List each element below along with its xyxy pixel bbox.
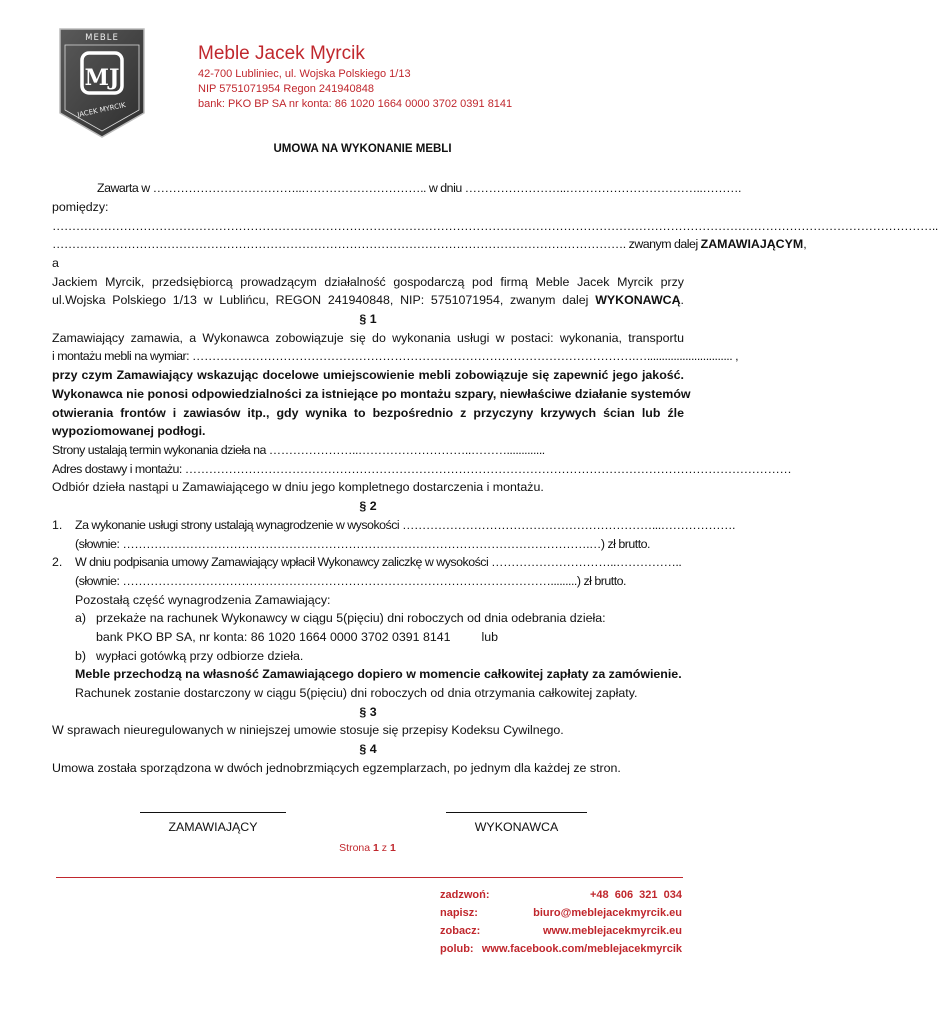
section-1-heading: § 1 xyxy=(359,312,377,326)
section-2-heading: § 2 xyxy=(359,499,377,513)
company-address: 42-700 Lubliniec, ul. Wojska Polskiego 1/13 xyxy=(198,68,411,80)
and-label: a xyxy=(52,256,59,270)
contractor-signature-line xyxy=(446,812,587,813)
logo-bottom-text: JACEK MYRCIK xyxy=(76,101,127,120)
company-logo xyxy=(58,27,146,139)
contractor-line-2: ul.Wojska Polskiego 1/13 w Lublińcu, REGON 241940848, NIP: 5751071954, zwanym dalej WYKONAWCĄ. xyxy=(52,293,684,307)
client-definition: ………………………………………………………………………………………………………………………………. zwanym dalej ZAMAWIAJĄCYM, xyxy=(52,237,807,251)
logo-top-text: MEBLE xyxy=(85,33,119,43)
item-2-number: 2. xyxy=(52,555,63,569)
item-1-number: 1. xyxy=(52,518,63,532)
s1-bold-2: Wykonawca nie ponosi odpowiedzialności za istniejące po montażu szpary, niewłaściwe działanie systemów xyxy=(52,387,691,401)
contact-phone-label: zadzwoń: xyxy=(440,889,490,901)
deadline-line: Strony ustalają termin wykonania dzieła na …………………..………………………..………............. xyxy=(52,443,545,457)
contact-facebook-link[interactable]: www.facebook.com/meblejacekmyrcik xyxy=(481,943,682,955)
s1-bold-1: przy czym Zamawiający wskazując docelowe umiejscowienie mebli zobowiązuje się zapewnić jego jakość. xyxy=(52,368,684,382)
s1-bold-4: wypoziomowanej podłogi. xyxy=(52,424,206,438)
option-b-text: wypłaci gotówką przy odbiorze dzieła. xyxy=(96,649,304,663)
between-label: pomiędzy: xyxy=(52,200,109,214)
contact-email-link[interactable]: biuro@meblejacekmyrcik.eu xyxy=(533,907,682,919)
contractor-signature-label: WYKONAWCA xyxy=(474,820,559,834)
client-name-blank: …………………………………………………………………………………………………………………………………………………………………………………………………….. xyxy=(52,219,938,233)
option-a-bank: bank PKO BP SA, nr konta: 86 1020 1664 0000 3702 0391 8141 lub xyxy=(96,630,499,644)
section-4-heading: § 4 xyxy=(359,742,377,756)
contact-phone-value[interactable]: +48 606 321 034 xyxy=(589,889,682,901)
client-signature-label: ZAMAWIAJĄCY xyxy=(168,820,258,834)
contact-website-link[interactable]: www.meblejacekmyrcik.eu xyxy=(543,925,682,937)
company-ids: NIP 5751071954 Regon 241940848 xyxy=(198,83,374,95)
footer-divider xyxy=(56,877,683,878)
s1-line-2: i montażu mebli na wymiar: ………………………………………………………………………………………………….…............................. , xyxy=(52,349,739,363)
s1-line-1: Zamawiający zamawia, a Wykonawca zobowiązuje się do wykonania usługi w postaci: wykonania, transportu xyxy=(52,331,684,345)
item-2-words: (słownie: ……………………………………………………………………………………………….........) zł brutto. xyxy=(75,574,626,588)
contact-web-label: zobacz: xyxy=(440,925,481,937)
contact-email-label: napisz: xyxy=(440,907,478,919)
company-bank: bank: PKO BP SA nr konta: 86 1020 1664 0000 3702 0391 8141 xyxy=(198,98,513,110)
remaining-payment-label: Pozostałą część wynagrodzenia Zamawiający: xyxy=(75,593,331,607)
contractor-line-1: Jackiem Myrcik, przedsiębiorcą prowadzącym działalność gospodarczą pod firmą Meble Jacek Myrcik przy xyxy=(52,275,684,289)
item-1-text: Za wykonanie usługi strony ustalają wynagrodzenie w wysokości ………………………………………………………...………………. xyxy=(75,518,735,532)
item-2-text: W dniu podpisania umowy Zamawiający wpłacił Wykonawcy zaliczkę w wysokości …………………………..…………….. xyxy=(75,555,682,569)
contract-place-date: Zawarta w ………………………………..………………………….. w dniu ……………………..……………………………..………. xyxy=(97,181,741,195)
option-a-text: przekaże na rachunek Wykonawcy w ciągu 5(pięciu) dni roboczych od dnia odebrania dzieła: xyxy=(96,611,606,625)
s3-text: W sprawach nieuregulowanych w niniejszej umowie stosuje się przepisy Kodeksu Cywilnego. xyxy=(52,723,564,737)
s1-bold-3: otwierania frontów i zawiasów itp., gdy wynika to bezpośrednio z przyczyny krzywych ścian lub źle xyxy=(52,406,684,420)
logo-letters: MJ xyxy=(84,65,120,91)
option-b-letter: b) xyxy=(75,649,87,663)
ownership-clause: Meble przechodzą na własność Zamawiającego dopiero w momencie całkowitej zapłaty za zamówienie. xyxy=(75,667,682,681)
section-3-heading: § 3 xyxy=(359,705,377,719)
page-number: Strona 1 z 1 xyxy=(339,842,396,854)
invoice-clause: Rachunek zostanie dostarczony w ciągu 5(pięciu) dni roboczych od dnia otrzymania całkowitej zapłaty. xyxy=(75,686,638,700)
acceptance-line: Odbiór dzieła nastąpi u Zamawiającego w dniu jego kompletnego dostarczenia i montażu. xyxy=(52,480,544,494)
contact-facebook-label: polub: xyxy=(440,943,474,955)
company-name: Meble Jacek Myrcik xyxy=(198,43,365,64)
s4-text: Umowa została sporządzona w dwóch jednobrzmiących egzemplarzach, po jednym dla każdej ze stron. xyxy=(52,761,621,775)
client-signature-line xyxy=(140,812,286,813)
option-a-letter: a) xyxy=(75,611,87,625)
item-1-words: (słownie: ……………………………………………………………………………………………………….…) zł brutto. xyxy=(75,537,650,551)
document-title: UMOWA NA WYKONANIE MEBLI xyxy=(273,143,452,155)
delivery-address-line: Adres dostawy i montażu: ……………………………………………………………………………………………………………………………………… xyxy=(52,462,792,476)
